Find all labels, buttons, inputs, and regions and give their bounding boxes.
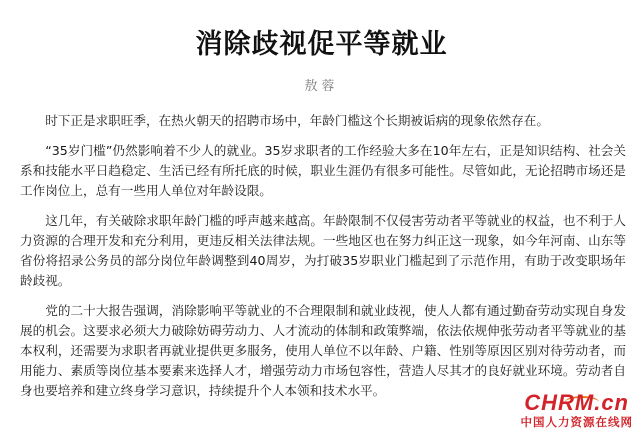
- paragraph-2: “35岁门槛”仍然影响着不少人的就业。35岁求职者的工作经验大多在10年左右，正是知识结构、社会关系和技能水平日趋稳定、生活已经有所托底的时候，职业生涯仍有很多可能性。尽管如此，无论招聘市场还是工作岗位上，总有一些用人单位对年龄设限。: [20, 143, 626, 198]
- paragraph-4: 党的二十大报告强调，消除影响平等就业的不合理限制和就业歧视，使人人都有通过勤奋劳动实现自身发展的机会。这要求必须大力破除妨碍劳动力、人才流动的体制和政策弊端，依法依规伸张劳动者平等就业的基本权利，还需要为求职者再就业提供更多服务，使用人单位不以年龄、户籍、性别等原因区别对待劳动者，而用能力、素质等岗位基本要素来选择人才，增强劳动力市场包容性，营造人尽其才的良好就业环境。劳动者自身也要培养和建立终身学习意识，持续提升个人本领和技术水平。: [20, 303, 626, 398]
- watermark-logo: CHRM.cn: [524, 390, 629, 415]
- site-watermark: [499, 390, 639, 434]
- paragraph-3: 这几年，有关破除求职年龄门槛的呼声越来越高。年龄限制不仅侵害劳动者平等就业的权益，也不利于人力资源的合理开发和充分利用，更违反相关法律法规。一些地区也在努力纠正这一现象，如今年河南、山东等省份将招录公务员的部分岗位年龄调整到40周岁，为打破35岁职业门槛起到了示范作用，有助于改变职场年龄歧视。: [20, 213, 626, 288]
- article-body: [20, 111, 626, 411]
- watermark-tagline: 中国人力资源在线网: [520, 415, 633, 429]
- article-title: 消除歧视促平等就业: [195, 29, 448, 60]
- author-byline: 敖蓉: [304, 79, 339, 94]
- paragraph-1: 时下正是求职旺季，在热火朝天的招聘市场中，年龄门槛这个长期被诟病的现象依然存在。: [45, 113, 549, 128]
